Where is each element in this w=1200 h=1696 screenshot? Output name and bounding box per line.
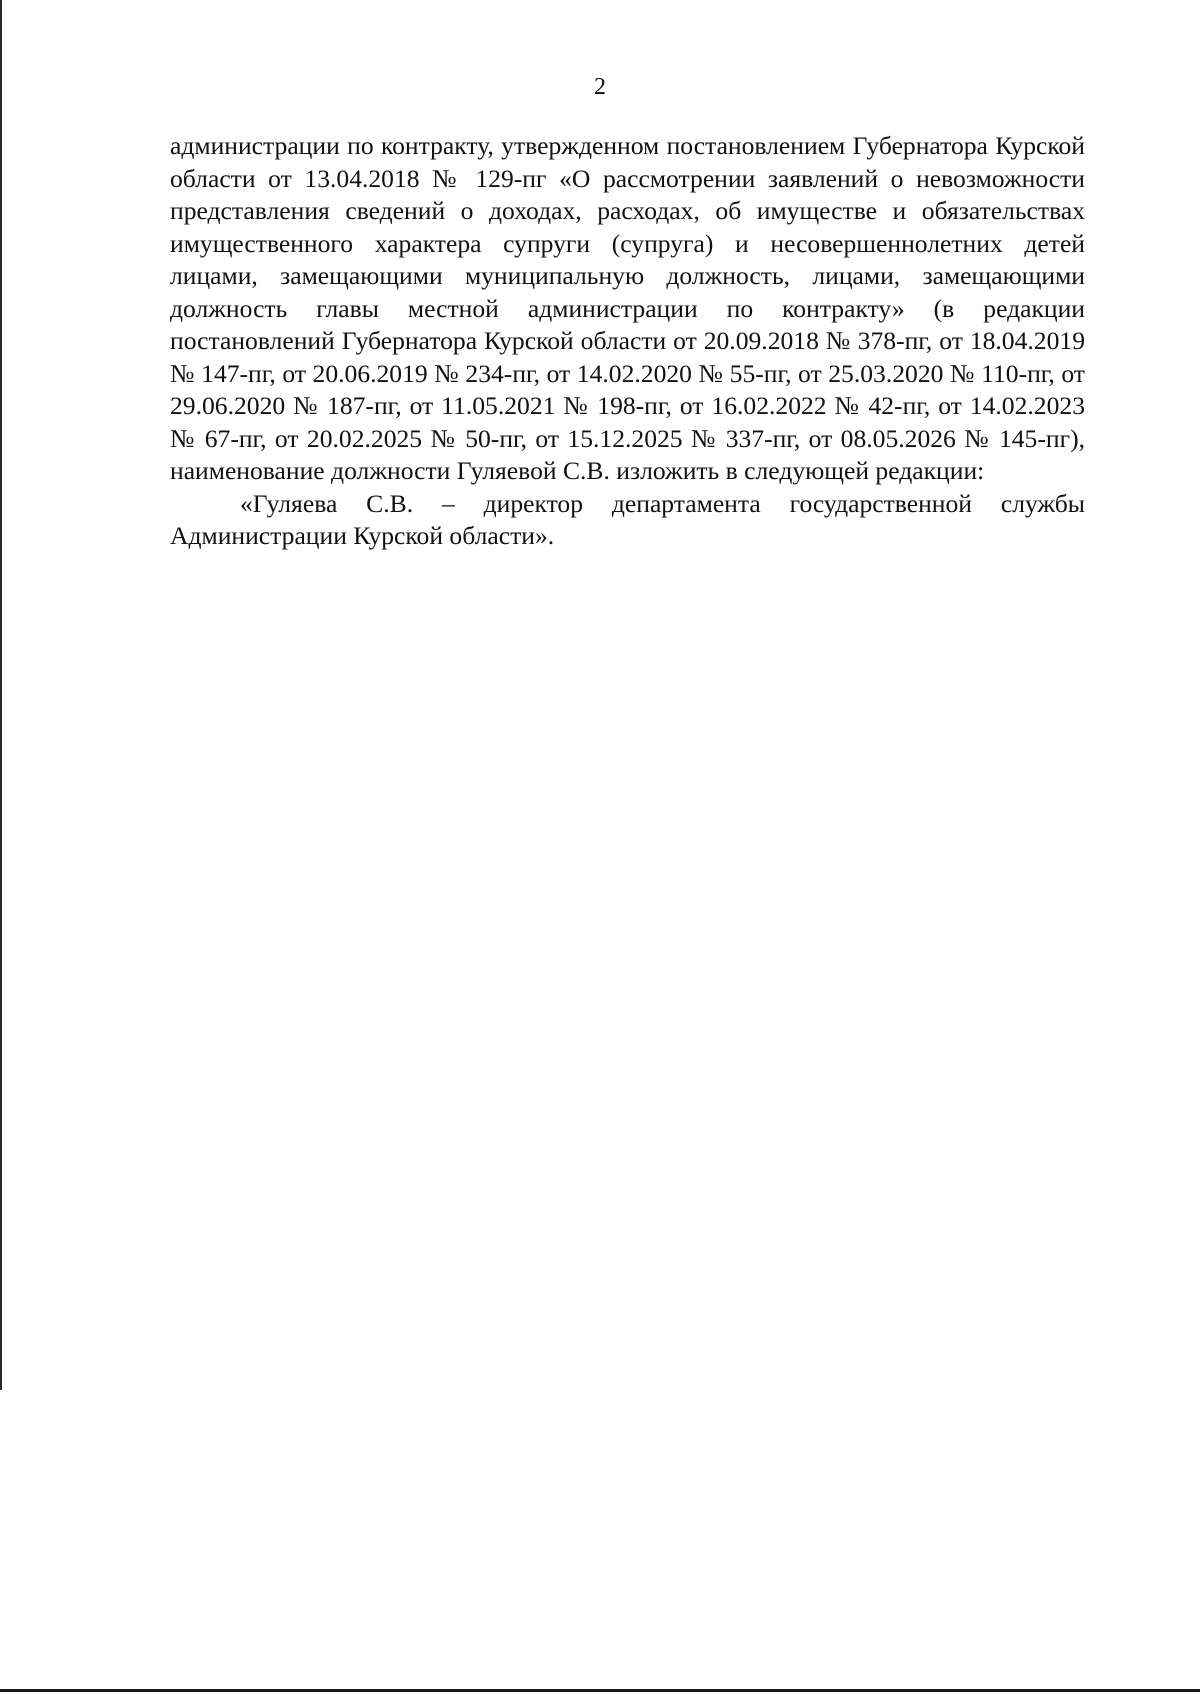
scan-edge-bottom: [0, 1689, 1200, 1692]
scan-edge-left: [0, 0, 2, 1390]
paragraph-quote: «Гуляева С.В. – директор департамента государственной службы Администрации Курской области».: [170, 488, 1085, 550]
paragraph-main: администрации по контракту, утвержденном постановлением Губернатора Курской области от 13.04.2018 № 129-пг «О рассмотрении заявлений о невозможности представления сведений о доходах, расходах, об имуществе и обязательствах имущественного характера супруги (супруга) и несовершеннолетних детей лицами, замещающими муниципальную должность, лицами, замещающими должность главы местной администрации по контракту» (в редакции постановлений Губернатора Курской области от 20.09.2018 № 378-пг, от 18.04.2019 № 147-пг, от 20.06.2019 № 234-пг, от 14.02.2020 № 55-пг, от 25.03.2020 № 110-пг, от 29.06.2020 № 187-пг, от 11.05.2021 № 198-пг, от 16.02.2022 № 42-пг, от 14.02.2023 № 67-пг, от 20.02.2025 № 50-пг, от 15.12.2025 № 337-пг, от 08.05.2026 № 145-пг), наименование должности Гуляевой С.В. изложить в следующей редакции:: [170, 131, 1085, 485]
document-body: [170, 130, 1085, 553]
page-number: 2: [594, 74, 606, 100]
